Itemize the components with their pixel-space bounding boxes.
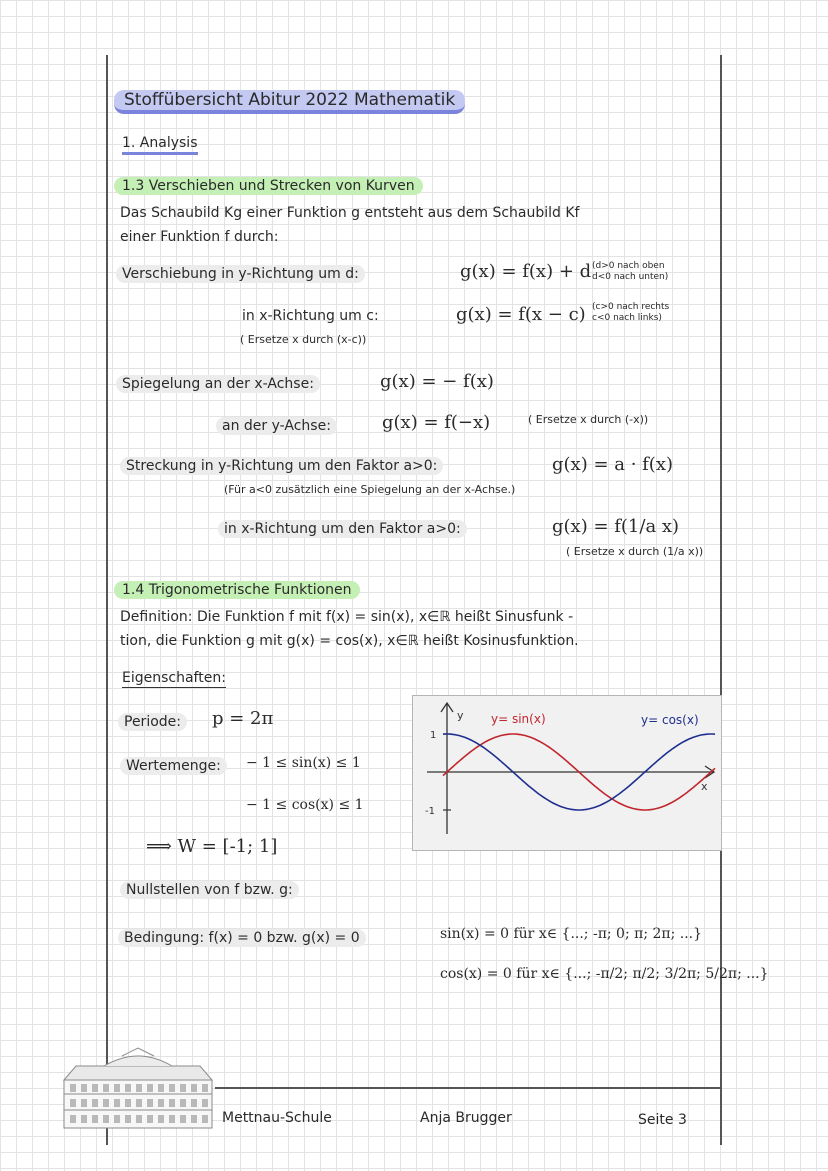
building-window bbox=[180, 1115, 186, 1123]
building-window bbox=[147, 1115, 153, 1123]
building-window bbox=[147, 1084, 153, 1092]
subsection-1-4-heading: 1.4 Trigonometrische Funktionen bbox=[114, 581, 360, 599]
building-window bbox=[169, 1099, 175, 1107]
building-window bbox=[191, 1115, 197, 1123]
section-analysis-heading: 1. Analysis bbox=[122, 135, 198, 155]
shift-y-note bbox=[592, 261, 668, 283]
stretch-y-formula: g(x) = a · f(x) bbox=[552, 454, 673, 475]
condition-label: Bedingung: f(x) = 0 bzw. g(x) = 0 bbox=[118, 929, 366, 947]
building-window bbox=[169, 1084, 175, 1092]
trig-graph-svg bbox=[413, 696, 721, 850]
school-building-drawing bbox=[62, 1044, 214, 1130]
building-window bbox=[70, 1084, 76, 1092]
period-formula: p = 2π bbox=[212, 708, 274, 729]
range-cos: − 1 ≤ cos(x) ≤ 1 bbox=[246, 797, 364, 813]
intro-line-1: Das Schaubild Kg einer Funktion g entsteht aus dem Schaubild Kf bbox=[120, 205, 580, 221]
building-window bbox=[70, 1115, 76, 1123]
page-title: Stoffübersicht Abitur 2022 Mathematik bbox=[114, 90, 465, 114]
stretch-x-hint: ( Ersetze x durch (1/a x)) bbox=[566, 545, 704, 558]
building-window bbox=[125, 1099, 131, 1107]
building-window bbox=[202, 1084, 208, 1092]
shift-y-label: Verschiebung in y-Richtung um d: bbox=[116, 265, 365, 283]
zeros-cos: cos(x) = 0 für x∈ {...; -π/2; π/2; 3/2π; 5/2π; ...} bbox=[440, 966, 769, 982]
shift-y-note-down: d<0 nach unten) bbox=[592, 272, 669, 282]
mirror-x-formula: g(x) = − f(x) bbox=[380, 371, 494, 392]
shift-x-note-left: c<0 nach links) bbox=[592, 313, 662, 323]
definition-line-2: tion, die Funktion g mit g(x) = cos(x), x∈ℝ heißt Kosinusfunktion. bbox=[120, 633, 579, 649]
building-window bbox=[103, 1084, 109, 1092]
mirror-x-label: Spiegelung an der x-Achse: bbox=[116, 375, 320, 393]
shift-x-formula: g(x) = f(x − c) bbox=[456, 304, 586, 325]
footer-school: Mettnau-Schule bbox=[222, 1110, 332, 1126]
building-window bbox=[158, 1084, 164, 1092]
stretch-x-formula: g(x) = f(1/a x) bbox=[552, 516, 680, 537]
shift-x-note-right: (c>0 nach rechts bbox=[592, 302, 670, 312]
left-margin-line bbox=[106, 55, 108, 1145]
building-window bbox=[158, 1115, 164, 1123]
definition-line-1: Definition: Die Funktion f mit f(x) = sin(x), x∈ℝ heißt Sinusfunk - bbox=[120, 609, 574, 625]
building-window bbox=[147, 1099, 153, 1107]
footer-page-number: Seite 3 bbox=[638, 1112, 687, 1128]
building-window bbox=[92, 1115, 98, 1123]
building-window bbox=[191, 1084, 197, 1092]
building-window bbox=[70, 1099, 76, 1107]
shift-y-note-up: (d>0 nach oben bbox=[592, 261, 665, 271]
stretch-y-hint: (Für a<0 zusätzlich eine Spiegelung an der x-Achse.) bbox=[224, 483, 516, 496]
building-window bbox=[125, 1084, 131, 1092]
cos-label: y= cos(x) bbox=[641, 713, 699, 727]
x-axis-label: x bbox=[701, 780, 708, 793]
building-window bbox=[81, 1115, 87, 1123]
period-label: Periode: bbox=[118, 713, 187, 731]
mirror-y-formula: g(x) = f(−x) bbox=[382, 412, 491, 433]
stretch-x-label: in x-Richtung um den Faktor a>0: bbox=[218, 520, 467, 538]
footer-author: Anja Brugger bbox=[420, 1110, 512, 1126]
building-window bbox=[180, 1084, 186, 1092]
building-window bbox=[114, 1084, 120, 1092]
shift-x-note bbox=[592, 302, 669, 324]
range-sin: − 1 ≤ sin(x) ≤ 1 bbox=[246, 755, 361, 771]
building-window bbox=[136, 1099, 142, 1107]
building-window bbox=[158, 1099, 164, 1107]
trig-graph bbox=[412, 695, 722, 851]
range-result: ⟹ W = [-1; 1] bbox=[146, 836, 278, 857]
building-window bbox=[114, 1099, 120, 1107]
y-axis-label: y bbox=[457, 709, 464, 722]
footer-line bbox=[215, 1087, 720, 1089]
zeros-label: Nullstellen von f bzw. g: bbox=[120, 881, 299, 899]
building-window bbox=[103, 1115, 109, 1123]
range-label: Wertemenge: bbox=[120, 757, 227, 775]
mirror-y-label: an der y-Achse: bbox=[216, 417, 337, 435]
zeros-sin: sin(x) = 0 für x∈ {...; -π; 0; π; 2π; ...} bbox=[440, 926, 703, 942]
tick-neg-label: -1 bbox=[425, 806, 435, 817]
properties-heading: Eigenschaften: bbox=[122, 670, 226, 686]
building-window bbox=[92, 1084, 98, 1092]
building-window bbox=[125, 1115, 131, 1123]
building-window bbox=[180, 1099, 186, 1107]
building-window bbox=[103, 1099, 109, 1107]
stretch-y-label: Streckung in y-Richtung um den Faktor a>0: bbox=[120, 457, 443, 475]
shift-x-label: in x-Richtung um c: bbox=[242, 308, 379, 324]
building-window bbox=[169, 1115, 175, 1123]
subsection-1-3-heading: 1.3 Verschieben und Strecken von Kurven bbox=[114, 177, 423, 195]
shift-y-formula: g(x) = f(x) + d bbox=[460, 261, 592, 282]
building-window bbox=[136, 1115, 142, 1123]
sin-label: y= sin(x) bbox=[491, 712, 546, 726]
intro-line-2: einer Funktion f durch: bbox=[120, 229, 279, 245]
building-window bbox=[136, 1084, 142, 1092]
building-window bbox=[202, 1099, 208, 1107]
building-window bbox=[81, 1084, 87, 1092]
building-window bbox=[81, 1099, 87, 1107]
tick-pos-label: 1 bbox=[430, 730, 437, 741]
building-window bbox=[114, 1115, 120, 1123]
building-window bbox=[92, 1099, 98, 1107]
shift-x-hint: ( Ersetze x durch (x-c)) bbox=[240, 333, 367, 346]
building-window bbox=[191, 1099, 197, 1107]
building-window bbox=[202, 1115, 208, 1123]
mirror-y-hint: ( Ersetze x durch (-x)) bbox=[528, 413, 649, 426]
